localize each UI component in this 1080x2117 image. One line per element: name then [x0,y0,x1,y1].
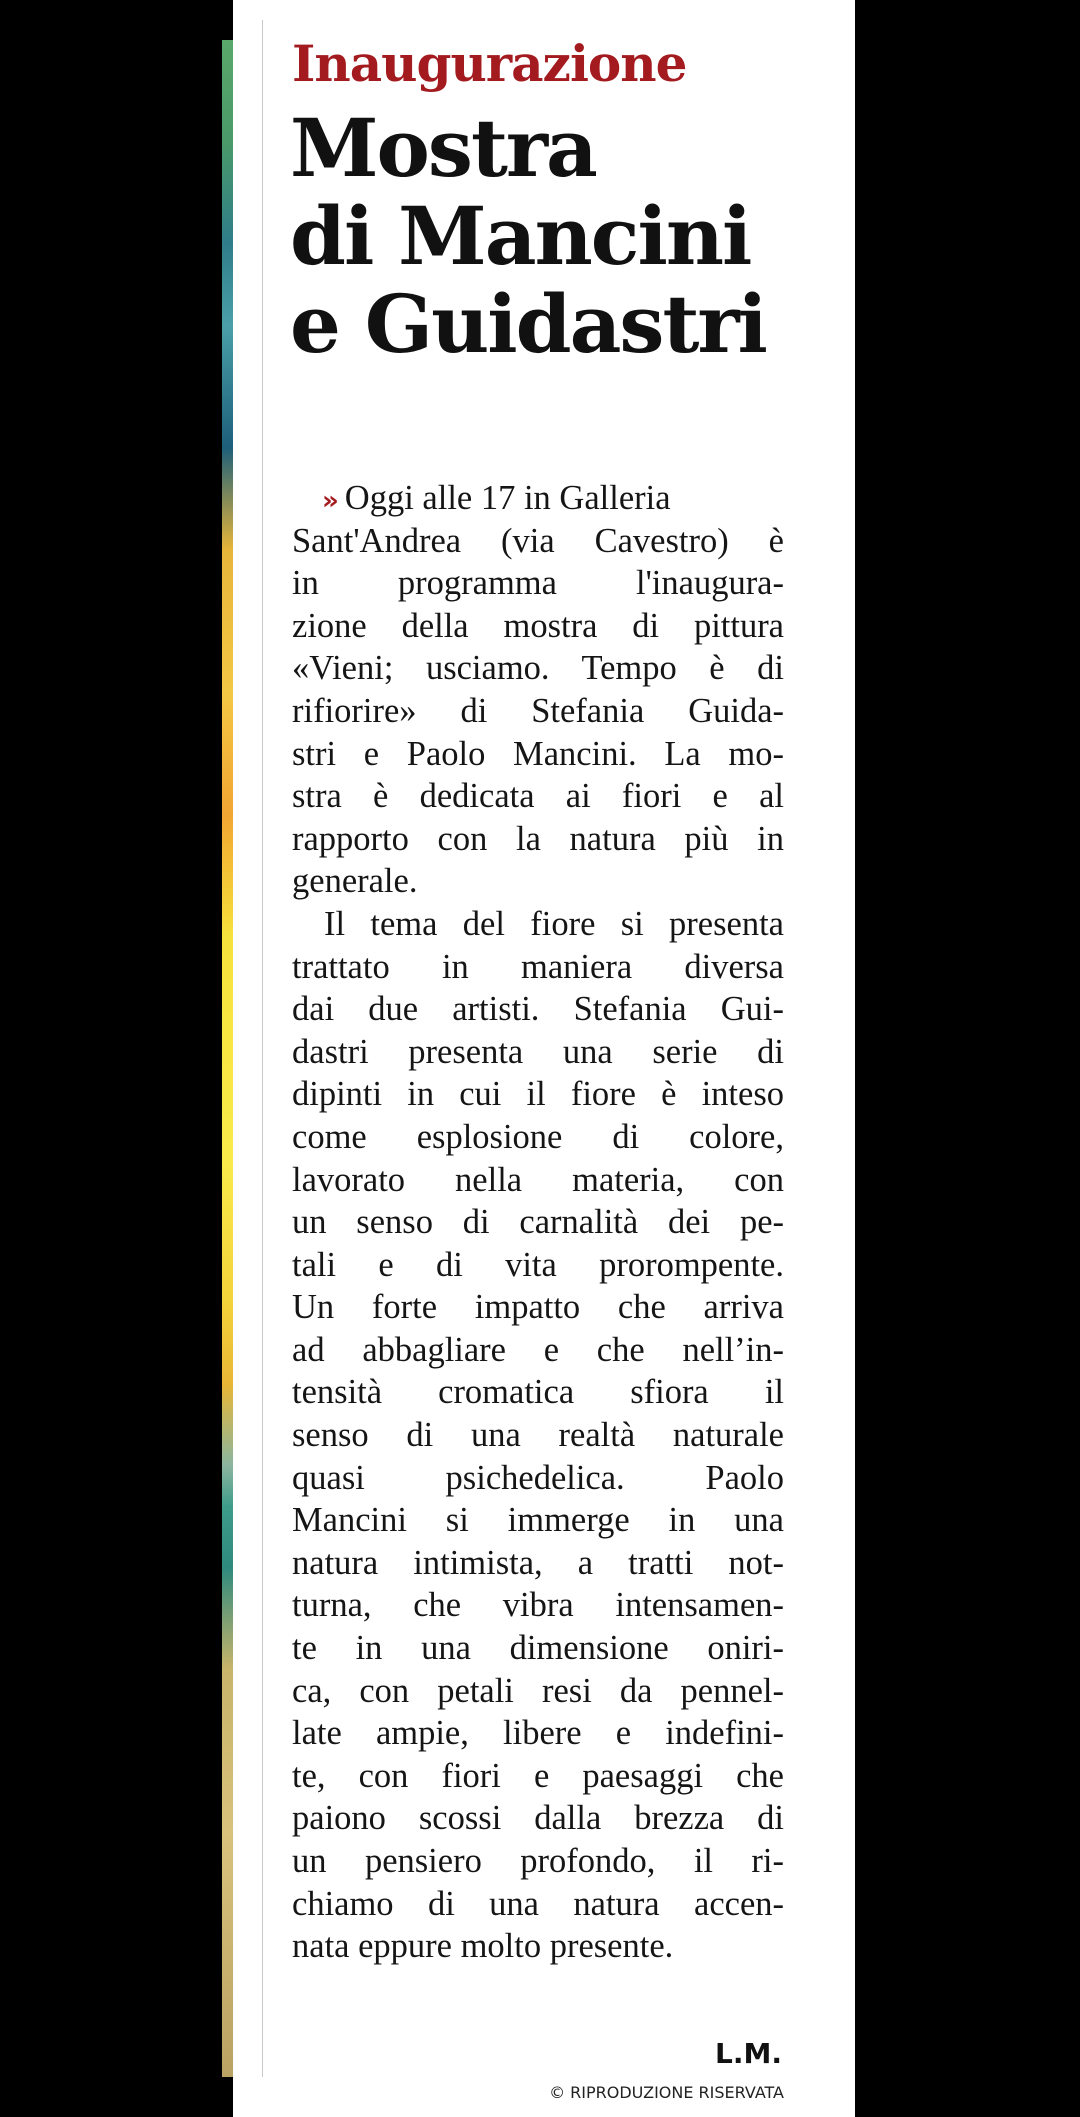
column-divider [262,20,263,2077]
headline-line: Mostra [290,101,596,195]
author-signature: L.M. [715,2037,782,2070]
lead-marker-icon: » [322,486,335,516]
body-text-line: un pensiero profondo, il ri- [292,1842,784,1880]
body-text-line: Sant'Andrea (via Cavestro) è [292,521,784,560]
body-text-line: ca, con petali resi da pennel- [292,1671,784,1710]
body-text-line: nata eppure molto presente. [292,1927,674,1966]
body-text-line: Un forte impatto che arriva [292,1288,784,1327]
body-text-line: dipinti in cui il fiore è inteso [292,1075,784,1114]
body-text-line: un senso di carnalità dei pe- [292,1203,784,1242]
body-text-line: stra è dedicata ai fiori e al [292,777,784,816]
headline-line: di Mancini [290,189,751,283]
body-text-line: stri e Paolo Mancini. La mo- [292,734,784,773]
body-text-line: generale. [292,862,418,901]
body-text-line: chiamo di una natura accen- [292,1884,784,1923]
body-text-line: natura intimista, a tratti not- [292,1543,784,1582]
body-text-line: te, con fiori e paesaggi che [292,1756,784,1795]
body-text-line: lavorato nella materia, con [292,1160,784,1199]
article-body [292,477,784,1968]
article-headline [290,101,810,371]
body-text-line: senso di una realtà naturale [292,1416,784,1455]
article-kicker: Inaugurazione [292,34,687,93]
body-text-line: ad abbagliare e che nell’in- [292,1330,784,1369]
body-text-line: Il tema del fiore si presenta [324,904,784,943]
body-text-line: zione della mostra di pittura [292,606,784,645]
body-text-line: tensità cromatica sfiora il [292,1373,784,1412]
lead-text: Oggi alle 17 in Galleria [344,479,671,517]
body-text-line: dastri presenta una serie di [292,1032,784,1071]
body-text-line: rifiorire» di Stefania Guida- [292,691,784,730]
body-text-line [292,477,784,520]
body-text-line: trattato in maniera diversa [292,947,784,986]
copyright-notice: © RIPRODUZIONE RISERVATA [549,2083,784,2102]
body-text-line: paiono scossi dalla brezza di [292,1799,784,1838]
body-text-line: quasi psichedelica. Paolo [292,1458,784,1497]
headline-line: e Guidastri [290,277,766,371]
body-text-line: come esplosione di colore, [292,1117,784,1156]
body-text-line: rapporto con la natura più in [292,819,784,858]
body-text-line: late ampie, libere e indefini- [292,1714,784,1753]
body-text-line: in programma l'inaugura- [292,564,784,603]
body-text-line: dai due artisti. Stefania Gui- [292,990,784,1029]
body-text-line: Mancini si immerge in una [292,1501,784,1540]
body-text-line: te in una dimensione oniri- [292,1629,784,1668]
body-text-line: turna, che vibra intensamen- [292,1586,784,1625]
body-text-line: «Vieni; usciamo. Tempo è di [292,649,784,688]
body-text-line: tali e di vita prorompente. [292,1245,784,1284]
